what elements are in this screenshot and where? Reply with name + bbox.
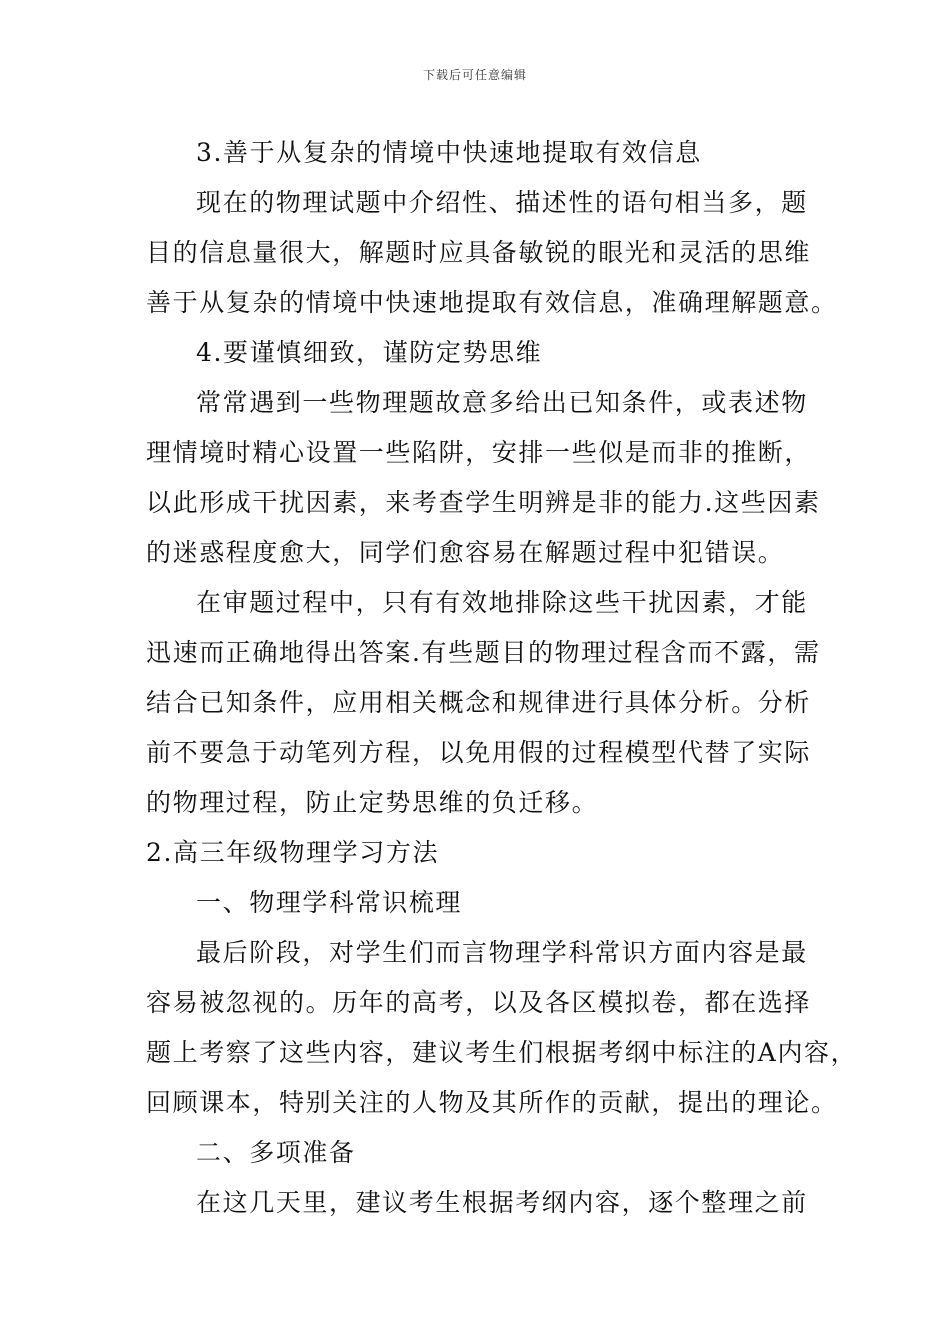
- section-heading: 二、多项准备: [196, 1138, 356, 1167]
- paragraph-line: 常常遇到一些物理题故意多给出已知条件，或表述物: [196, 388, 808, 417]
- paragraph-line: 在这几天里，建议考生根据考纲内容，逐个整理之前: [196, 1188, 808, 1217]
- paragraph-line: 的物理过程，防止定势思维的负迁移。: [146, 788, 599, 817]
- paragraph-line: 最后阶段，对学生们而言物理学科常识方面内容是最: [196, 938, 808, 967]
- paragraph-line: 的迷惑程度愈大，同学们愈容易在解题过程中犯错误。: [146, 538, 785, 567]
- paragraph-line: 目的信息量很大，解题时应具备敏锐的眼光和灵活的思维: [146, 238, 812, 267]
- page-header: 下载后可任意编辑: [422, 68, 527, 82]
- paragraph-line: 理情境时精心设置一些陷阱，安排一些似是而非的推断，: [146, 438, 812, 467]
- section-heading: 一、物理学科常识梳理: [196, 888, 463, 917]
- document-body: [146, 128, 858, 1228]
- paragraph-line: 容易被忽视的。历年的高考，以及各区模拟卷，都在选择: [146, 988, 812, 1017]
- paragraph-line: 善于从复杂的情境中快速地提取有效信息，准确理解题意。: [146, 288, 838, 317]
- paragraph-line: 结合已知条件，应用相关概念和规律进行具体分析。分析: [146, 688, 812, 717]
- section-heading: 3.善于从复杂的情境中快速地提取有效信息: [196, 138, 702, 167]
- paragraph-line: 回顾课本，特别关注的人物及其所作的贡献，提出的理论。: [146, 1088, 838, 1117]
- section-title: 2.高三年级物理学习方法: [146, 838, 440, 867]
- paragraph-line: 现在的物理试题中介绍性、描述性的语句相当多，题: [196, 188, 808, 217]
- paragraph-line: 在审题过程中，只有有效地排除这些干扰因素，才能: [196, 588, 808, 617]
- paragraph-line: 迅速而正确地得出答案.有些题目的物理过程含而不露，需: [146, 638, 821, 667]
- paragraph-line: 以此形成干扰因素，来考查学生明辨是非的能力.这些因素: [146, 488, 821, 517]
- paragraph-line: 前不要急于动笔列方程，以免用假的过程模型代替了实际: [146, 738, 812, 767]
- paragraph-line: 题上考察了这些内容，建议考生们根据考纲中标注的A内容，: [146, 1038, 858, 1067]
- section-heading: 4.要谨慎细致，谨防定势思维: [196, 338, 543, 367]
